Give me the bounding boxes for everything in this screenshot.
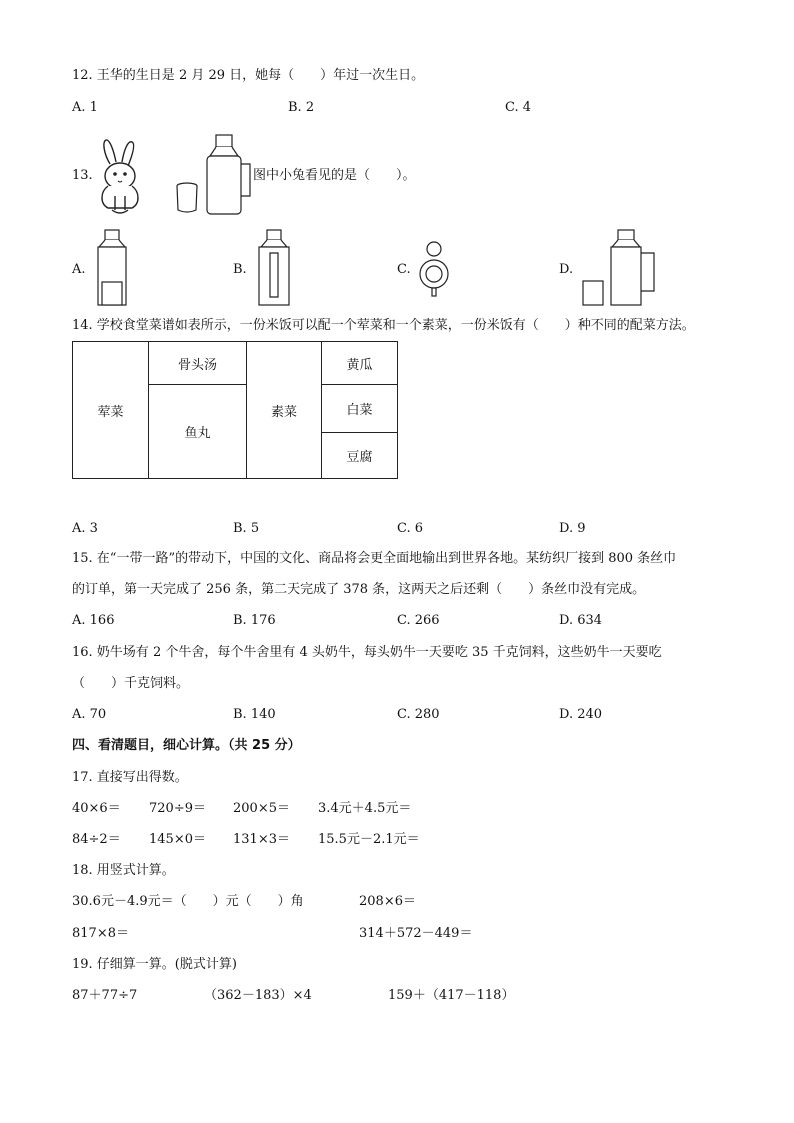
option-d-view-icon — [582, 229, 658, 307]
q17-stem: 17. 直接写出得数。 — [72, 770, 188, 785]
q14-option-c[interactable]: C. 6 — [397, 521, 424, 536]
q12-option-b[interactable]: B. 2 — [288, 100, 315, 115]
section-title: 四、看清题目，细心计算。（共 25 分） — [72, 738, 301, 753]
q16-option-c[interactable]: C. 280 — [397, 707, 440, 722]
meat-item: 鱼丸 — [149, 385, 247, 479]
veg-item: 豆腐 — [322, 433, 398, 479]
q12-option-c[interactable]: C. 4 — [505, 100, 532, 115]
q19-expression: 87＋77÷7 — [72, 988, 138, 1003]
q15-option-a[interactable]: A. 166 — [72, 613, 115, 628]
q18-expression: 817×8＝ — [72, 926, 129, 941]
meat-header: 荤菜 — [73, 342, 149, 479]
q13-option-d[interactable]: D. — [559, 262, 574, 277]
q17-expression: 3.4元＋4.5元＝ — [318, 801, 412, 816]
q13-number: 13. — [72, 168, 93, 183]
q18-expression: 208×6＝ — [359, 894, 416, 909]
q14-option-b[interactable]: B. 5 — [233, 521, 260, 536]
q12-option-a[interactable]: A. 1 — [72, 100, 98, 115]
q15-stem-line2: 的订单，第一天完成了 256 条，第二天完成了 378 条，这两天之后还剩（ ）条丝巾没有完成。 — [72, 582, 646, 597]
q14-stem: 14. 学校食堂菜谱如表所示，一份米饭可以配一个荤菜和一个素菜，一份米饭有（ ）种不同的配菜方法。 — [72, 318, 695, 333]
veg-item: 白菜 — [322, 385, 398, 433]
q15-option-d[interactable]: D. 634 — [559, 613, 603, 628]
veg-header: 素菜 — [247, 342, 322, 479]
q17-expression: 40×6＝ — [72, 801, 121, 816]
q17-expression: 131×3＝ — [233, 832, 290, 847]
menu-table — [72, 341, 398, 479]
meat-item: 骨头汤 — [149, 342, 247, 385]
q13-stem: 图中小兔看见的是（ ）。 — [253, 168, 416, 183]
q18-expression: 30.6元－4.9元＝（ ）元（ ）角 — [72, 894, 304, 909]
q13-option-a[interactable]: A. — [72, 262, 86, 277]
q18-expression: 314＋572－449＝ — [359, 926, 473, 941]
q17-expression: 15.5元－2.1元＝ — [318, 832, 420, 847]
q14-option-d[interactable]: D. 9 — [559, 521, 586, 536]
q17-expression: 84÷2＝ — [72, 832, 121, 847]
q13-option-b[interactable]: B. — [233, 262, 247, 277]
q19-stem: 19. 仔细算一算。(脱式计算) — [72, 957, 237, 972]
q16-stem-line2: （ ）千克饲料。 — [72, 676, 190, 691]
q15-option-b[interactable]: B. 176 — [233, 613, 276, 628]
q16-option-b[interactable]: B. 140 — [233, 707, 276, 722]
q19-expression: （362－183）×4 — [204, 988, 312, 1003]
thermos-icon — [204, 134, 254, 216]
q12-stem: 12. 王华的生日是 2 月 29 日，她每（ ）年过一次生日。 — [72, 68, 425, 83]
option-a-view-icon — [96, 229, 128, 307]
veg-item: 黄瓜 — [322, 342, 398, 385]
q18-stem: 18. 用竖式计算。 — [72, 863, 175, 878]
q16-option-a[interactable]: A. 70 — [72, 707, 107, 722]
q17-expression: 720÷9＝ — [149, 801, 206, 816]
q17-expression: 145×0＝ — [149, 832, 206, 847]
q19-expression: 159＋（417－118） — [388, 988, 515, 1003]
option-b-view-icon — [257, 229, 291, 307]
cup-icon — [176, 182, 200, 214]
q16-stem-line1: 16. 奶牛场有 2 个牛舍，每个牛舍里有 4 头奶牛，每头奶牛一天要吃 35 千克饲料，这些奶牛一天要吃 — [72, 645, 662, 660]
q15-stem-line1: 15. 在“一带一路”的带动下，中国的文化、商品将会更全面地输出到世界各地。某纺织厂接到 800 条丝巾 — [72, 551, 677, 566]
rabbit-icon — [96, 138, 146, 216]
option-c-view-icon — [418, 241, 454, 299]
q14-option-a[interactable]: A. 3 — [72, 521, 98, 536]
q15-option-c[interactable]: C. 266 — [397, 613, 440, 628]
q17-expression: 200×5＝ — [233, 801, 290, 816]
q16-option-d[interactable]: D. 240 — [559, 707, 603, 722]
q13-option-c[interactable]: C. — [397, 262, 411, 277]
